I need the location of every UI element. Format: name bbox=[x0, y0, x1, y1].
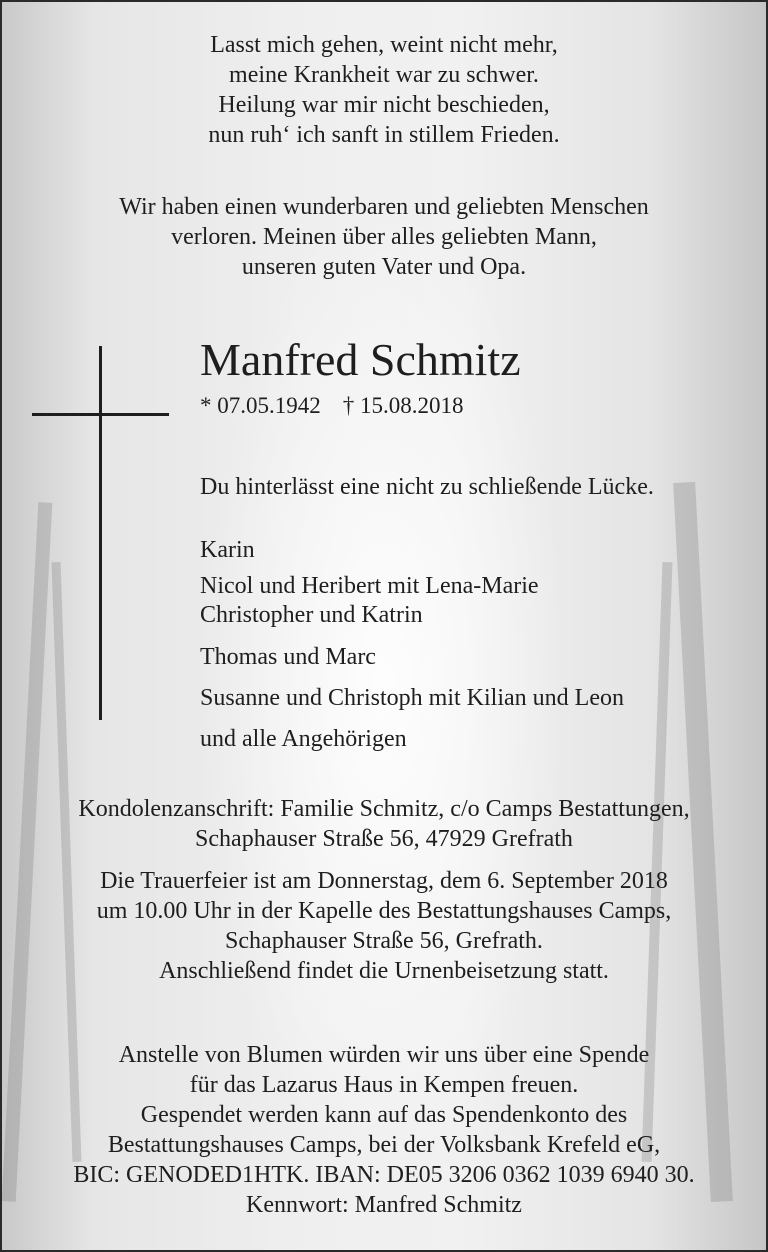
poem-line: Lasst mich gehen, weint nicht mehr, bbox=[210, 32, 558, 58]
funeral-line: Die Trauerfeier ist am Donnerstag, dem 6. September 2018 bbox=[100, 868, 668, 894]
condolence-line: Kondolenzanschrift: Familie Schmitz, c/o Camps Bestattungen, bbox=[78, 796, 690, 822]
poem-line: nun ruh‘ ich sanft in stillem Frieden. bbox=[208, 122, 560, 148]
poem-line: meine Krankheit war zu schwer. bbox=[229, 62, 539, 88]
tribute: Du hinterlässt eine nicht zu schließende Lücke. bbox=[200, 474, 654, 500]
donation-line: Bestattungshauses Camps, bei der Volksbank Krefeld eG, bbox=[107, 1132, 661, 1158]
family-member: Karin bbox=[200, 537, 255, 563]
intro-line: Wir haben einen wunderbaren und geliebten Menschen bbox=[119, 194, 649, 220]
family-member: Nicol und Heribert mit Lena-Marie bbox=[200, 573, 539, 599]
funeral-line: Schaphauser Straße 56, Grefrath. bbox=[225, 928, 543, 954]
donation-line: Anstelle von Blumen würden wir uns über eine Spende bbox=[118, 1042, 650, 1068]
cross-icon bbox=[99, 346, 102, 720]
family-member: Susanne und Christoph mit Kilian und Leon bbox=[200, 685, 624, 711]
condolence-address bbox=[2, 794, 766, 854]
family-member: Thomas und Marc bbox=[200, 644, 376, 670]
birth-date: * 07.05.1942 bbox=[200, 393, 321, 418]
poem bbox=[2, 30, 766, 150]
funeral-line: um 10.00 Uhr in der Kapelle des Bestattungshauses Camps, bbox=[96, 898, 672, 924]
donation-line: BIC: GENODED1HTK. IBAN: DE05 3206 0362 1039 6940 30. bbox=[73, 1162, 695, 1188]
intro-line: unseren guten Vater und Opa. bbox=[241, 254, 527, 280]
obituary-notice bbox=[2, 2, 766, 1250]
funeral-info bbox=[2, 866, 766, 986]
deceased-name: Manfred Schmitz bbox=[200, 334, 521, 385]
donation-line: Kennwort: Manfred Schmitz bbox=[246, 1192, 522, 1218]
death-date: † 15.08.2018 bbox=[342, 393, 464, 418]
poem-line: Heilung war mir nicht beschieden, bbox=[218, 92, 550, 118]
donation-info bbox=[2, 1040, 766, 1220]
family-member: und alle Angehörigen bbox=[200, 726, 407, 752]
condolence-line: Schaphauser Straße 56, 47929 Grefrath bbox=[195, 826, 573, 852]
funeral-line: Anschließend findet die Urnenbeisetzung statt. bbox=[159, 958, 609, 984]
intro-line: verloren. Meinen über alles geliebten Mann, bbox=[171, 224, 597, 250]
family-member: Christopher und Katrin bbox=[200, 602, 423, 628]
intro bbox=[2, 192, 766, 282]
cross-icon-bar bbox=[32, 413, 169, 416]
donation-line: für das Lazarus Haus in Kempen freuen. bbox=[189, 1072, 579, 1098]
life-dates bbox=[200, 392, 464, 420]
donation-line: Gespendet werden kann auf das Spendenkonto des bbox=[140, 1102, 628, 1128]
